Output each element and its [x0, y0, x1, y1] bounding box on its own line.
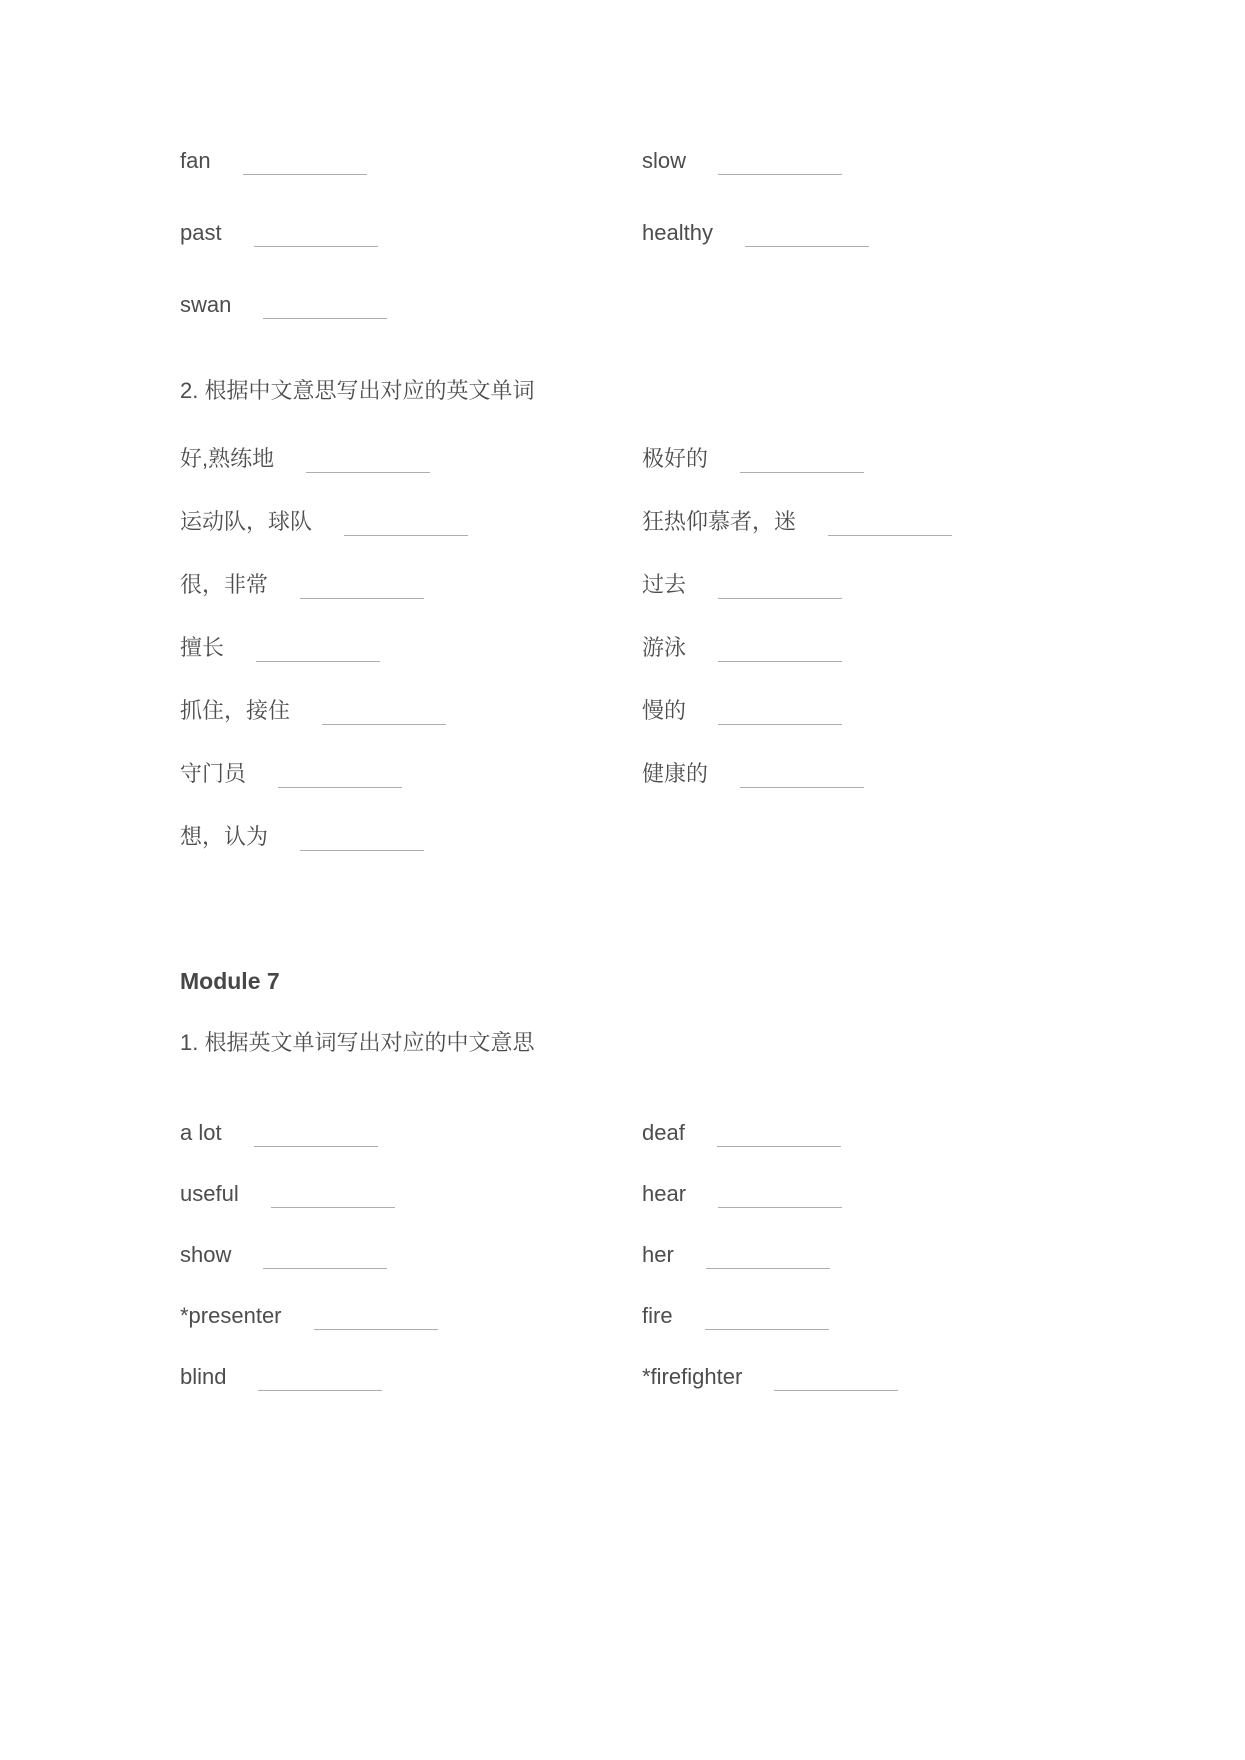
answer-blank — [718, 660, 842, 662]
vocab-entry — [642, 1364, 898, 1390]
vocab-row — [180, 509, 1185, 535]
answer-blank — [243, 173, 367, 175]
vocab-word: healthy — [642, 220, 713, 245]
answer-blank — [258, 1389, 382, 1391]
answer-blank — [344, 534, 468, 536]
vocab-word: slow — [642, 148, 687, 173]
vocab-entry — [642, 698, 842, 724]
vocab-row — [180, 761, 1185, 787]
answer-blank — [718, 723, 842, 725]
vocab-entry — [180, 1364, 642, 1390]
answer-blank — [263, 1267, 387, 1269]
vocab-word: 擅长 — [180, 635, 225, 660]
vocab-row — [180, 572, 1185, 598]
vocab-word: 想，认为 — [180, 824, 269, 849]
vocab-row — [180, 292, 1185, 318]
vocab-row — [180, 1181, 1185, 1207]
vocab-word: useful — [180, 1181, 239, 1206]
vocab-word: past — [180, 220, 222, 245]
vocab-row — [180, 1120, 1185, 1146]
chinese-to-english-section — [180, 446, 1185, 850]
vocab-entry — [180, 698, 642, 724]
section-heading: 2. 根据中文意思写出对应的英文单词 — [180, 378, 535, 403]
answer-blank — [745, 245, 869, 247]
vocab-entry — [642, 1303, 829, 1329]
answer-blank — [263, 317, 387, 319]
vocab-word: 狂热仰慕者，迷 — [642, 509, 797, 534]
vocab-word: *presenter — [180, 1303, 282, 1328]
vocab-word: deaf — [642, 1120, 685, 1145]
vocab-word: fire — [642, 1303, 673, 1328]
vocab-entry — [642, 1242, 830, 1268]
answer-blank — [256, 660, 380, 662]
vocab-word: 极好的 — [642, 446, 709, 471]
answer-blank — [706, 1267, 830, 1269]
answer-blank — [254, 1145, 378, 1147]
vocab-entry — [642, 1181, 842, 1207]
answer-blank — [322, 723, 446, 725]
vocab-row — [180, 1364, 1185, 1390]
vocab-word: 游泳 — [642, 635, 687, 660]
vocab-row — [180, 446, 1185, 472]
vocab-word: 健康的 — [642, 761, 709, 786]
vocab-entry — [180, 509, 642, 535]
vocab-word: 过去 — [642, 572, 687, 597]
vocab-entry — [180, 1120, 642, 1146]
vocab-entry — [180, 824, 642, 850]
answer-blank — [254, 245, 378, 247]
vocab-entry — [642, 148, 842, 174]
module-title: Module 7 — [180, 968, 280, 994]
answer-blank — [705, 1328, 829, 1330]
vocab-entry — [642, 761, 864, 787]
vocab-word: show — [180, 1242, 232, 1267]
vocab-word: 慢的 — [642, 698, 687, 723]
vocab-row — [180, 698, 1185, 724]
answer-blank — [774, 1389, 898, 1391]
vocab-word: 好,熟练地 — [180, 446, 275, 471]
vocab-row — [180, 635, 1185, 661]
vocab-word: 抓住，接住 — [180, 698, 291, 723]
vocab-word: her — [642, 1242, 674, 1267]
answer-blank — [828, 534, 952, 536]
vocab-word: 守门员 — [180, 761, 247, 786]
vocab-entry — [180, 1303, 642, 1329]
vocab-row — [180, 148, 1185, 174]
vocab-entry — [180, 761, 642, 787]
vocab-row — [180, 220, 1185, 246]
vocab-word: fan — [180, 148, 211, 173]
answer-blank — [718, 1206, 842, 1208]
vocab-entry — [642, 635, 842, 661]
top-vocab-section — [180, 148, 1185, 318]
vocab-word: 运动队，球队 — [180, 509, 313, 534]
vocab-row — [180, 1303, 1185, 1329]
answer-blank — [306, 471, 430, 473]
vocab-entry — [642, 1120, 841, 1146]
vocab-entry — [642, 509, 952, 535]
vocab-word: 很，非常 — [180, 572, 269, 597]
vocab-word: hear — [642, 1181, 687, 1206]
vocab-entry — [180, 292, 642, 318]
vocab-row — [180, 1242, 1185, 1268]
vocab-word: swan — [180, 292, 232, 317]
answer-blank — [300, 597, 424, 599]
vocab-word: blind — [180, 1364, 227, 1389]
section-heading: 1. 根据英文单词写出对应的中文意思 — [180, 1030, 535, 1055]
answer-blank — [718, 597, 842, 599]
vocab-word: a lot — [180, 1120, 222, 1145]
english-to-chinese-section — [180, 1120, 1185, 1390]
answer-blank — [717, 1145, 841, 1147]
vocab-entry — [642, 572, 842, 598]
vocab-entry — [180, 635, 642, 661]
answer-blank — [740, 786, 864, 788]
vocab-entry — [180, 572, 642, 598]
vocab-entry — [180, 148, 642, 174]
answer-blank — [278, 786, 402, 788]
answer-blank — [740, 471, 864, 473]
answer-blank — [314, 1328, 438, 1330]
vocab-entry — [180, 220, 642, 246]
answer-blank — [271, 1206, 395, 1208]
answer-blank — [718, 173, 842, 175]
vocab-entry — [180, 1181, 642, 1207]
vocab-word: *firefighter — [642, 1364, 743, 1389]
answer-blank — [300, 849, 424, 851]
vocab-entry — [180, 1242, 642, 1268]
vocab-entry — [642, 446, 864, 472]
vocab-entry — [642, 220, 869, 246]
vocab-entry — [180, 446, 642, 472]
vocab-row — [180, 824, 1185, 850]
